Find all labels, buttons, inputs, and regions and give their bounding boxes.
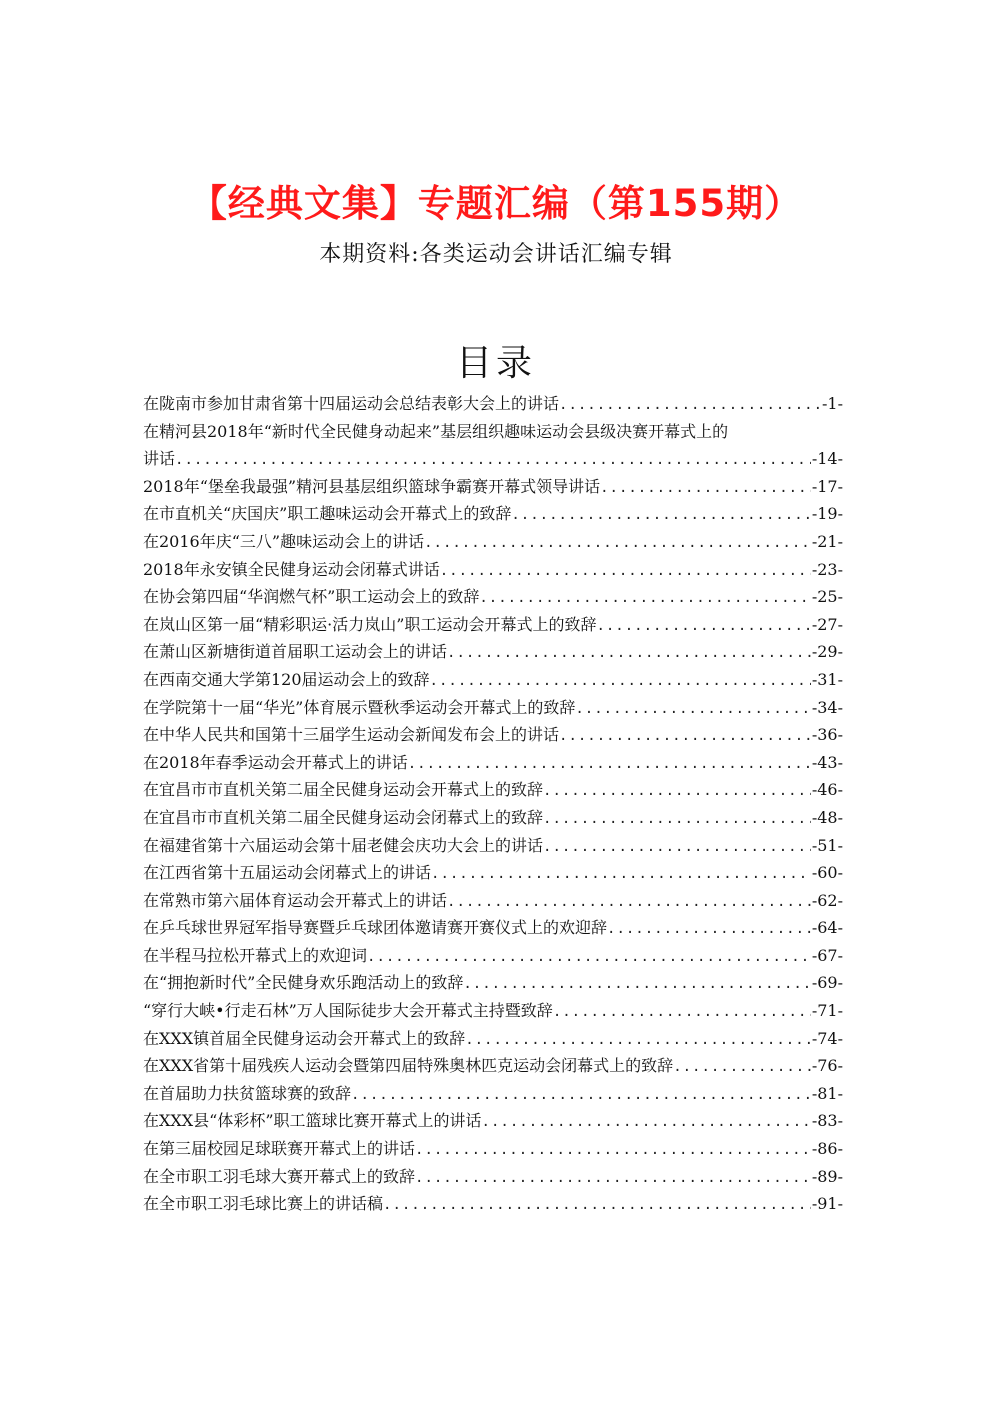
table-of-contents <box>143 390 843 1218</box>
toc-entry[interactable] <box>143 749 843 777</box>
toc-entry-page: -67- <box>811 945 843 965</box>
toc-entry[interactable] <box>143 1135 843 1163</box>
toc-entry-page: -64- <box>811 918 843 938</box>
toc-entry-title: 在XXX省第十届残疾人运动会暨第四届特殊奥林匹克运动会闭幕式上的致辞 <box>143 1056 674 1076</box>
toc-entry-title: 在首届助力扶贫篮球赛的致辞 <box>143 1083 352 1103</box>
toc-entry[interactable] <box>143 832 843 860</box>
toc-leader-dots <box>447 640 811 666</box>
toc-entry-page: -19- <box>811 504 843 524</box>
toc-entry-page: -71- <box>811 1001 843 1021</box>
toc-entry[interactable] <box>143 583 843 611</box>
toc-entry-page: -83- <box>811 1111 843 1131</box>
toc-leader-dots <box>673 1054 811 1080</box>
toc-leader-dots <box>430 668 811 694</box>
toc-entry-title: 在全市职工羽毛球比赛上的讲话稿 <box>143 1194 384 1214</box>
toc-entry[interactable] <box>143 418 843 446</box>
toc-entry-title: 在宜昌市市直机关第二届全民健身运动会开幕式上的致辞 <box>143 780 544 800</box>
toc-entry[interactable] <box>143 1163 843 1191</box>
toc-entry-title: 讲话 <box>143 449 176 469</box>
toc-leader-dots <box>607 916 811 942</box>
toc-entry-title: 在精河县2018年“新时代全民健身动起来”基层组织趣味运动会县级决赛开幕式上的 <box>143 421 729 441</box>
toc-entry[interactable] <box>143 473 843 501</box>
toc-entry-continuation[interactable] <box>143 445 843 473</box>
toc-entry-page: -74- <box>811 1028 843 1048</box>
toc-entry-title: 在江西省第十五届运动会闭幕式上的讲话 <box>143 863 432 883</box>
toc-entry[interactable] <box>143 638 843 666</box>
toc-leader-dots <box>482 1109 811 1135</box>
toc-leader-dots <box>559 392 821 418</box>
toc-entry-page: -81- <box>811 1083 843 1103</box>
toc-entry-title: 在市直机关“庆国庆”职工趣味运动会开幕式上的致辞 <box>143 504 512 524</box>
toc-entry-page: -43- <box>811 752 843 772</box>
toc-entry-page: -51- <box>811 835 843 855</box>
toc-entry-title: “穿行大峡•行走石林”万人国际徒步大会开幕式主持暨致辞 <box>143 1001 553 1021</box>
toc-entry[interactable] <box>143 1025 843 1053</box>
toc-leader-dots <box>351 1082 811 1108</box>
toc-entry-title: 在陇南市参加甘肃省第十四届运动会总结表彰大会上的讲话 <box>143 394 560 413</box>
toc-entry[interactable] <box>143 859 843 887</box>
toc-leader-dots <box>511 502 810 528</box>
toc-entry-page: -69- <box>811 973 843 993</box>
toc-entry-title: 在第三届校园足球联赛开幕式上的讲话 <box>143 1139 416 1159</box>
toc-leader-dots <box>408 751 811 777</box>
toc-entry[interactable] <box>143 1080 843 1108</box>
toc-entry-page: -1- <box>822 394 843 413</box>
toc-entry-title: 在学院第十一届“华光”体育展示暨秋季运动会开幕式上的致辞 <box>143 697 576 717</box>
toc-entry[interactable] <box>143 804 843 832</box>
toc-entry-title: 在乒乓球世界冠军指导赛暨乒乓球团体邀请赛开赛仪式上的欢迎辞 <box>143 918 608 938</box>
toc-entry-page: -25- <box>811 587 843 607</box>
toc-entry-title: 在协会第四届“华润燃气杯”职工运动会上的致辞 <box>143 587 480 607</box>
toc-leader-dots <box>543 778 811 804</box>
toc-leader-dots <box>559 723 811 749</box>
toc-entry[interactable] <box>143 556 843 584</box>
toc-entry[interactable] <box>143 914 843 942</box>
toc-entry[interactable] <box>143 666 843 694</box>
toc-entry[interactable] <box>143 969 843 997</box>
toc-entry-title: 在福建省第十六届运动会第十届老健会庆功大会上的讲话 <box>143 835 544 855</box>
toc-entry[interactable] <box>143 942 843 970</box>
toc-entry-page: -34- <box>811 697 843 717</box>
toc-entry-title: 在中华人民共和国第十三届学生运动会新闻发布会上的讲话 <box>143 725 560 745</box>
toc-entry[interactable] <box>143 500 843 528</box>
document-title: 【经典文集】专题汇编（第155期） <box>189 182 803 225</box>
toc-leader-dots <box>463 971 810 997</box>
toc-entry-page: -27- <box>811 614 843 634</box>
toc-leader-dots <box>367 944 811 970</box>
toc-entry-page: -60- <box>811 863 843 883</box>
toc-entry[interactable] <box>143 611 843 639</box>
toc-entry-page: -62- <box>811 890 843 910</box>
toc-leader-dots <box>543 834 811 860</box>
toc-entry[interactable] <box>143 1052 843 1080</box>
toc-entry[interactable] <box>143 390 843 418</box>
toc-leader-dots <box>440 558 811 584</box>
toc-entry-title: 在萧山区新塘街道首届职工运动会上的讲话 <box>143 642 448 662</box>
toc-entry-page: -31- <box>811 669 843 689</box>
toc-entry[interactable] <box>143 887 843 915</box>
toc-entry-page: -86- <box>811 1139 843 1159</box>
toc-leader-dots <box>465 1027 811 1053</box>
toc-entry-page: -89- <box>811 1166 843 1186</box>
toc-leader-dots <box>553 999 811 1025</box>
toc-leader-dots <box>600 475 811 501</box>
toc-entry-title: 在宜昌市市直机关第二届全民健身运动会闭幕式上的致辞 <box>143 807 544 827</box>
toc-entry-page: -36- <box>811 725 843 745</box>
toc-entry-title: 在“拥抱新时代”全民健身欢乐跑活动上的致辞 <box>143 973 464 993</box>
toc-heading: 目录 <box>455 343 536 384</box>
toc-leader-dots <box>479 585 810 611</box>
toc-leader-dots <box>431 861 811 887</box>
toc-leader-dots <box>596 613 810 639</box>
toc-entry-title: 在XXX县“体彩杯”职工篮球比赛开幕式上的讲话 <box>143 1111 482 1131</box>
toc-entry[interactable] <box>143 997 843 1025</box>
toc-leader-dots <box>415 1137 811 1163</box>
toc-leader-dots <box>424 530 811 556</box>
toc-entry-page: -23- <box>811 559 843 579</box>
toc-entry-title: 2018年永安镇全民健身运动会闭幕式讲话 <box>143 559 440 579</box>
toc-entry-page: -14- <box>811 449 843 469</box>
toc-entry-title: 在常熟市第六届体育运动会开幕式上的讲话 <box>143 890 448 910</box>
toc-entry[interactable] <box>143 1107 843 1135</box>
toc-entry-page: -46- <box>811 780 843 800</box>
toc-entry[interactable] <box>143 694 843 722</box>
toc-entry[interactable] <box>143 528 843 556</box>
toc-entry-title: 2018年“堡垒我最强”精河县基层组织篮球争霸赛开幕式领导讲话 <box>143 476 601 496</box>
toc-entry-title: 在西南交通大学第120届运动会上的致辞 <box>143 669 430 689</box>
toc-leader-dots <box>447 889 811 915</box>
toc-leader-dots <box>175 447 811 473</box>
toc-leader-dots <box>415 1165 811 1191</box>
document-subtitle: 本期资料:各类运动会讲话汇编专辑 <box>319 242 673 267</box>
toc-entry-title: 在岚山区第一届“精彩职运·活力岚山”职工运动会开幕式上的致辞 <box>143 614 597 634</box>
toc-entry-title: 在2016年庆“三八”趣味运动会上的讲话 <box>143 531 425 551</box>
toc-entry[interactable] <box>143 1190 843 1218</box>
toc-entry-title: 在2018年春季运动会开幕式上的讲话 <box>143 752 408 772</box>
toc-entry[interactable] <box>143 721 843 749</box>
toc-entry-page: -17- <box>811 476 843 496</box>
toc-entry-title: 在半程马拉松开幕式上的欢迎词 <box>143 945 368 965</box>
toc-entry-title: 在XXX镇首届全民健身运动会开幕式上的致辞 <box>143 1028 466 1048</box>
toc-entry-page: -91- <box>811 1194 843 1214</box>
toc-leader-dots <box>543 806 811 832</box>
toc-entry-page: -21- <box>811 531 843 551</box>
toc-entry-title: 在全市职工羽毛球大赛开幕式上的致辞 <box>143 1166 416 1186</box>
toc-entry-page: -76- <box>811 1056 843 1076</box>
toc-entry-page: -48- <box>811 807 843 827</box>
toc-entry-page: -29- <box>811 642 843 662</box>
toc-leader-dots <box>383 1192 811 1218</box>
toc-leader-dots <box>575 696 810 722</box>
toc-entry[interactable] <box>143 776 843 804</box>
